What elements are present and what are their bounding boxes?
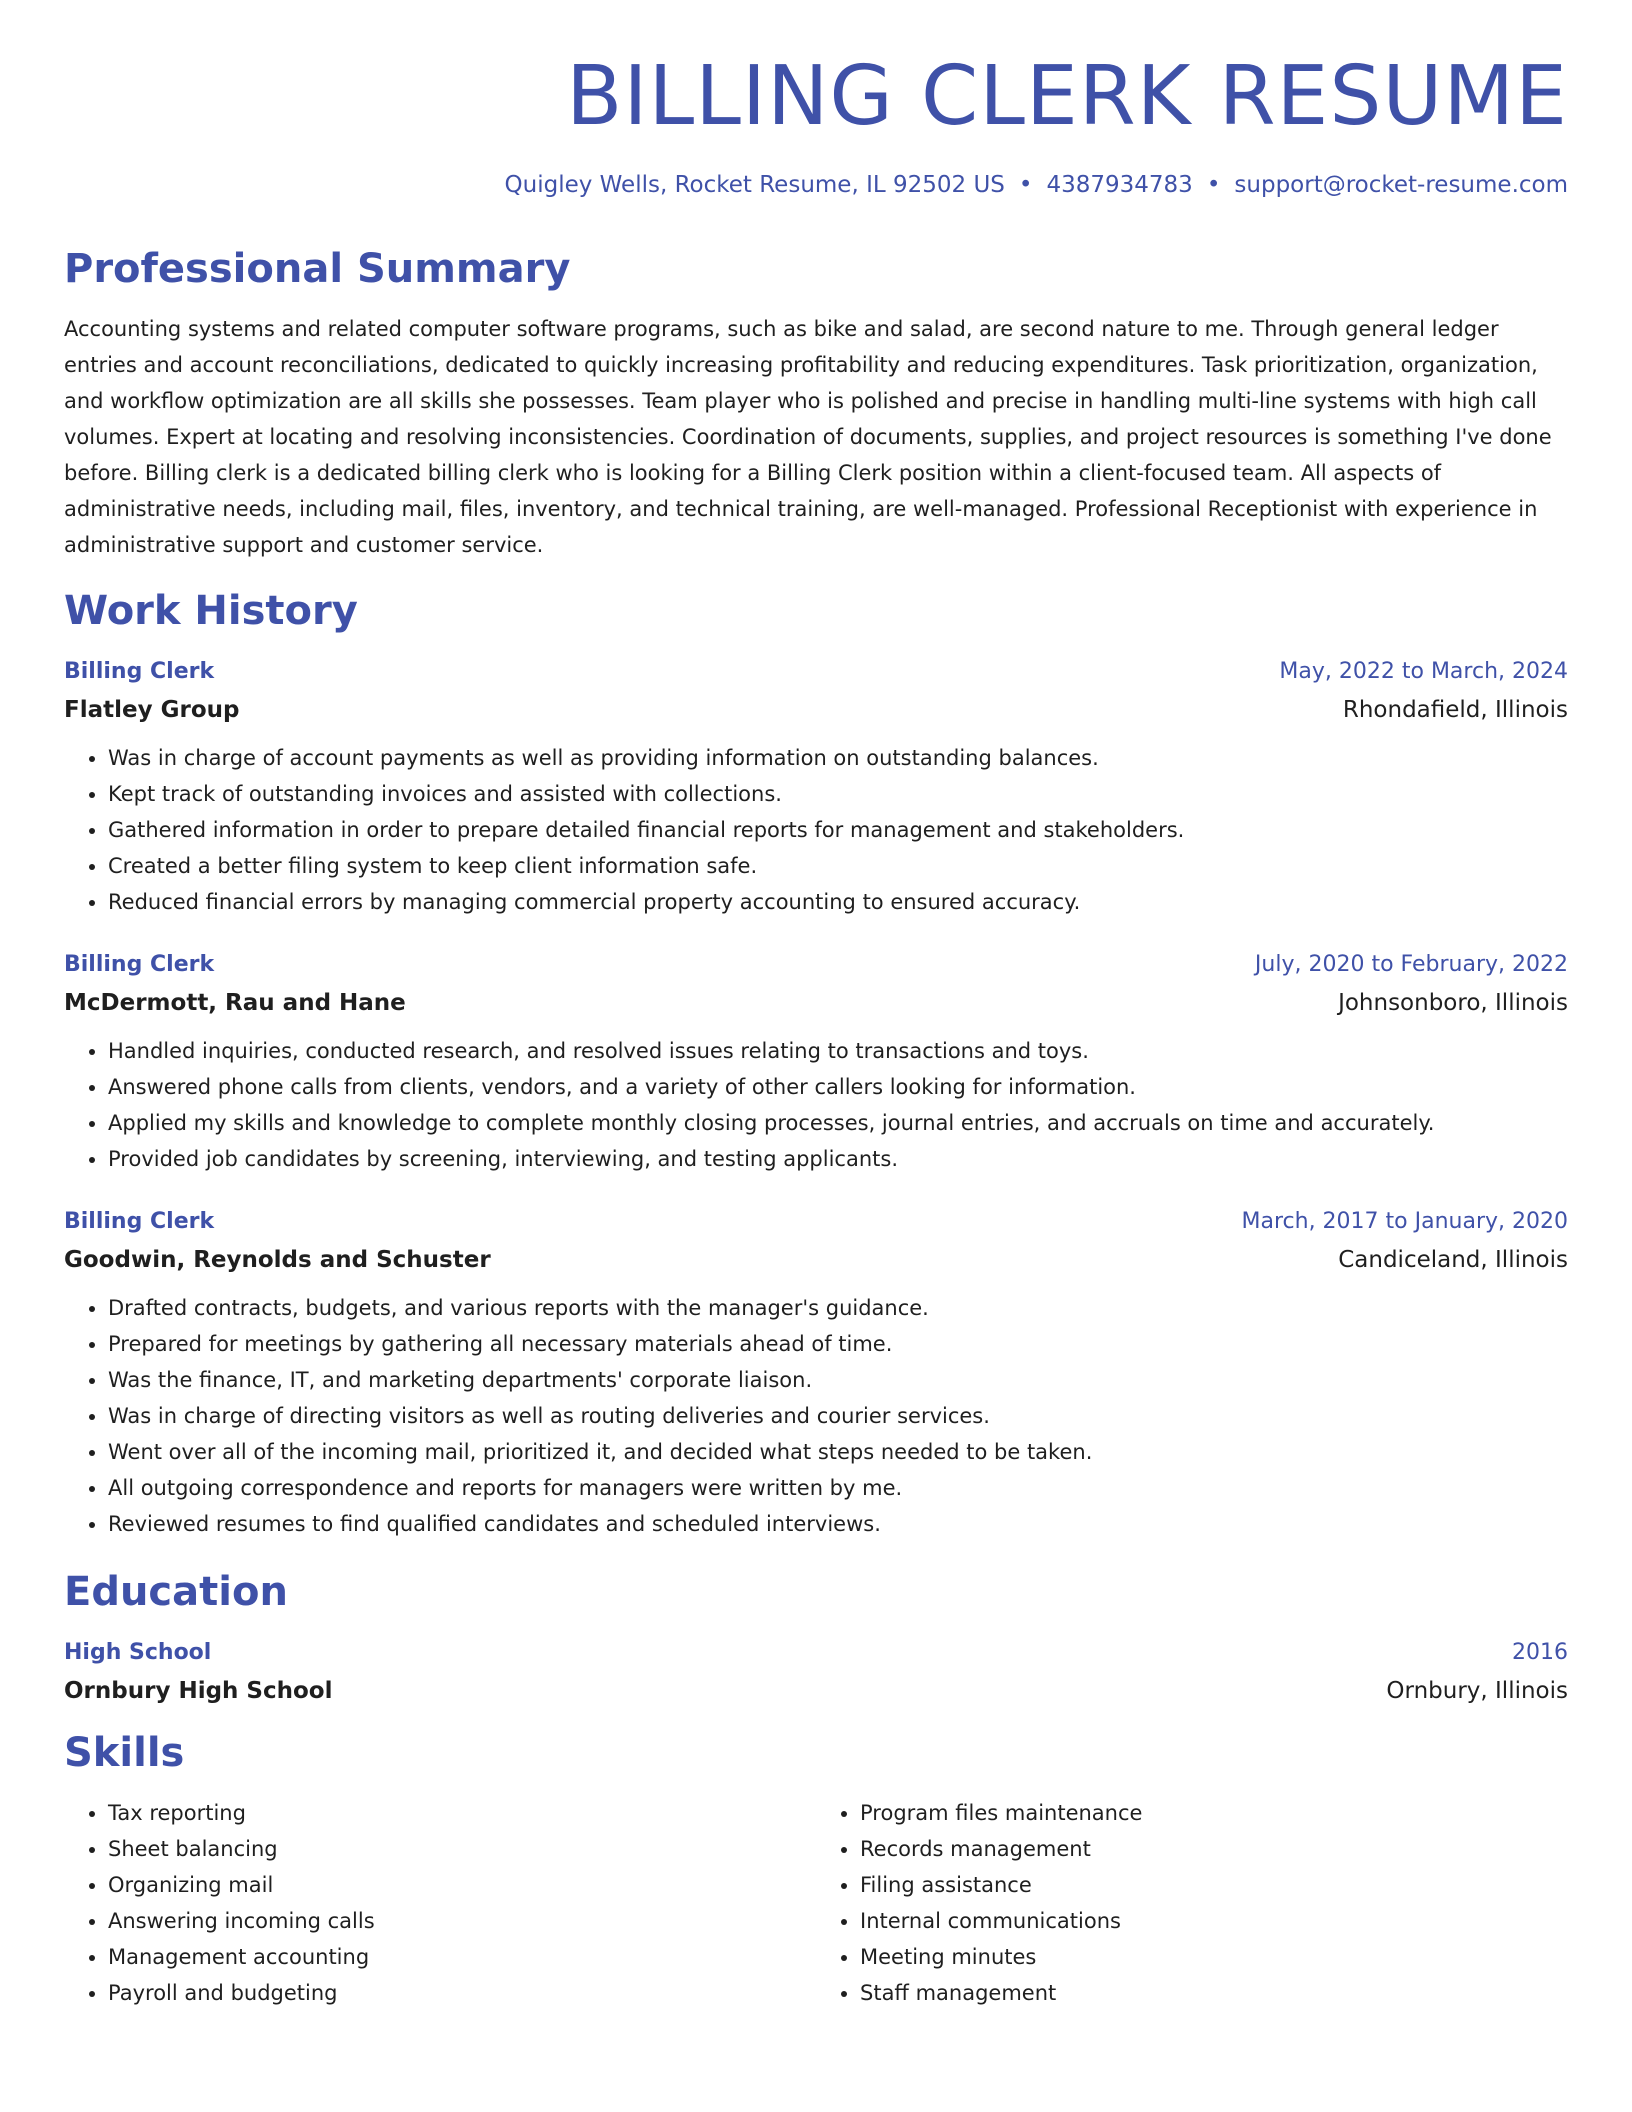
contact-phone[interactable]: 4387934783 bbox=[1046, 172, 1193, 198]
job-dates: July, 2020 to February, 2022 bbox=[1254, 952, 1568, 977]
skill-item: • Staff management bbox=[860, 1975, 1568, 2011]
skill-item: • Answering incoming calls bbox=[108, 1903, 816, 1939]
job-subheader bbox=[64, 992, 1568, 1015]
list-item: • Provided job candidates by screening, interviewing, and testing applicants. bbox=[108, 1141, 1568, 1177]
job-location: Candiceland, Illinois bbox=[1338, 1247, 1568, 1273]
job-company: Flatley Group bbox=[64, 697, 240, 723]
list-item: • Created a better filing system to keep client information safe. bbox=[108, 848, 1568, 884]
skills-list-right bbox=[816, 1795, 1568, 2011]
job-bullets bbox=[64, 1290, 1568, 1542]
job-role: Billing Clerk bbox=[64, 1209, 215, 1234]
summary-heading: Professional Summary bbox=[64, 246, 571, 292]
list-item: • Answered phone calls from clients, vendors, and a variety of other callers looking for information. bbox=[108, 1069, 1568, 1105]
job-bullets bbox=[64, 740, 1568, 920]
list-item: • Drafted contracts, budgets, and various reports with the manager's guidance. bbox=[108, 1290, 1568, 1326]
contact-address: Quigley Wells, Rocket Resume, IL 92502 US bbox=[504, 172, 1005, 198]
skill-item: • Meeting minutes bbox=[860, 1939, 1568, 1975]
resume-page bbox=[64, 0, 1568, 2011]
summary-text: Accounting systems and related computer software programs, such as bike and salad, are second nature to me. Through general ledger entries and account reconciliations, dedicated to quickly increasing profitability and reducing expenditures. Task prioritization, organization, and workflow optimization are all skills she possesses. Team player who is polished and precise in handling multi-line systems with high call volumes. Expert at locating and resolving inconsistencies. Coordination of documents, supplies, and project resources is something I've done before. Billing clerk is a dedicated billing clerk who is looking for a Billing Clerk position within a client-focused team. All aspects of administrative needs, including mail, files, inventory, and technical training, are well-managed. Professional Receptionist with experience in administrative support and customer service. bbox=[64, 317, 1552, 557]
job-bullets bbox=[64, 1033, 1568, 1177]
list-item: • Reviewed resumes to find qualified candidates and scheduled interviews. bbox=[108, 1506, 1568, 1542]
list-item: • Was the finance, IT, and marketing departments' corporate liaison. bbox=[108, 1362, 1568, 1398]
job-header bbox=[64, 954, 1568, 976]
skills-list-left bbox=[64, 1795, 816, 2011]
contact-separator: • bbox=[1018, 172, 1033, 198]
job-entry bbox=[64, 661, 1568, 920]
list-item: • Reduced financial errors by managing commercial property accounting to ensured accuracy. bbox=[108, 884, 1568, 920]
job-header bbox=[64, 1211, 1568, 1233]
list-item: • All outgoing correspondence and reports for managers were written by me. bbox=[108, 1470, 1568, 1506]
job-subheader bbox=[64, 1249, 1568, 1272]
skill-item: • Sheet balancing bbox=[108, 1831, 816, 1867]
education-subheader bbox=[64, 1680, 1568, 1703]
work-history-heading: Work History bbox=[64, 588, 358, 634]
list-item: • Handled inquiries, conducted research, and resolved issues relating to transactions and toys. bbox=[108, 1033, 1568, 1069]
list-item: • Was in charge of directing visitors as well as routing deliveries and courier services. bbox=[108, 1398, 1568, 1434]
list-item: • Went over all of the incoming mail, prioritized it, and decided what steps needed to be taken. bbox=[108, 1434, 1568, 1470]
contact-line bbox=[64, 174, 1568, 197]
skill-item: • Management accounting bbox=[108, 1939, 816, 1975]
list-item: • Was in charge of account payments as well as providing information on outstanding balances. bbox=[108, 740, 1568, 776]
education-location: Ornbury, Illinois bbox=[1386, 1678, 1568, 1704]
list-item: • Applied my skills and knowledge to complete monthly closing processes, journal entries, and accruals on time and accurately. bbox=[108, 1105, 1568, 1141]
job-dates: May, 2022 to March, 2024 bbox=[1279, 659, 1568, 684]
skill-item: • Filing assistance bbox=[860, 1867, 1568, 1903]
skills-heading: Skills bbox=[64, 1730, 185, 1776]
job-location: Johnsonboro, Illinois bbox=[1338, 990, 1568, 1016]
contact-email[interactable]: support@rocket-resume.com bbox=[1234, 172, 1568, 198]
job-entry bbox=[64, 1211, 1568, 1542]
job-location: Rhondafield, Illinois bbox=[1342, 697, 1568, 723]
job-role: Billing Clerk bbox=[64, 952, 215, 977]
skill-item: • Organizing mail bbox=[108, 1867, 816, 1903]
skill-item: • Records management bbox=[860, 1831, 1568, 1867]
skill-item: • Payroll and budgeting bbox=[108, 1975, 816, 2011]
education-school: Ornbury High School bbox=[64, 1678, 333, 1704]
list-item: • Prepared for meetings by gathering all necessary materials ahead of time. bbox=[108, 1326, 1568, 1362]
education-entry bbox=[64, 1642, 1568, 1703]
job-company: McDermott, Rau and Hane bbox=[64, 990, 406, 1016]
resume-title: BILLING CLERK RESUME bbox=[566, 49, 1568, 144]
education-heading: Education bbox=[64, 1569, 288, 1615]
job-entry bbox=[64, 954, 1568, 1177]
job-dates: March, 2017 to January, 2020 bbox=[1241, 1209, 1568, 1234]
education-year: 2016 bbox=[1512, 1640, 1568, 1665]
list-item: • Gathered information in order to prepare detailed financial reports for management and stakeholders. bbox=[108, 812, 1568, 848]
education-header bbox=[64, 1642, 1568, 1664]
skill-item: • Internal communications bbox=[860, 1903, 1568, 1939]
skill-item: • Tax reporting bbox=[108, 1795, 816, 1831]
job-role: Billing Clerk bbox=[64, 659, 215, 684]
job-header bbox=[64, 661, 1568, 683]
job-subheader bbox=[64, 699, 1568, 722]
job-company: Goodwin, Reynolds and Schuster bbox=[64, 1247, 491, 1273]
list-item: • Kept track of outstanding invoices and assisted with collections. bbox=[108, 776, 1568, 812]
skills-columns bbox=[64, 1795, 1568, 2011]
skill-item: • Program files maintenance bbox=[860, 1795, 1568, 1831]
contact-separator: • bbox=[1206, 172, 1221, 198]
education-degree: High School bbox=[64, 1640, 212, 1665]
